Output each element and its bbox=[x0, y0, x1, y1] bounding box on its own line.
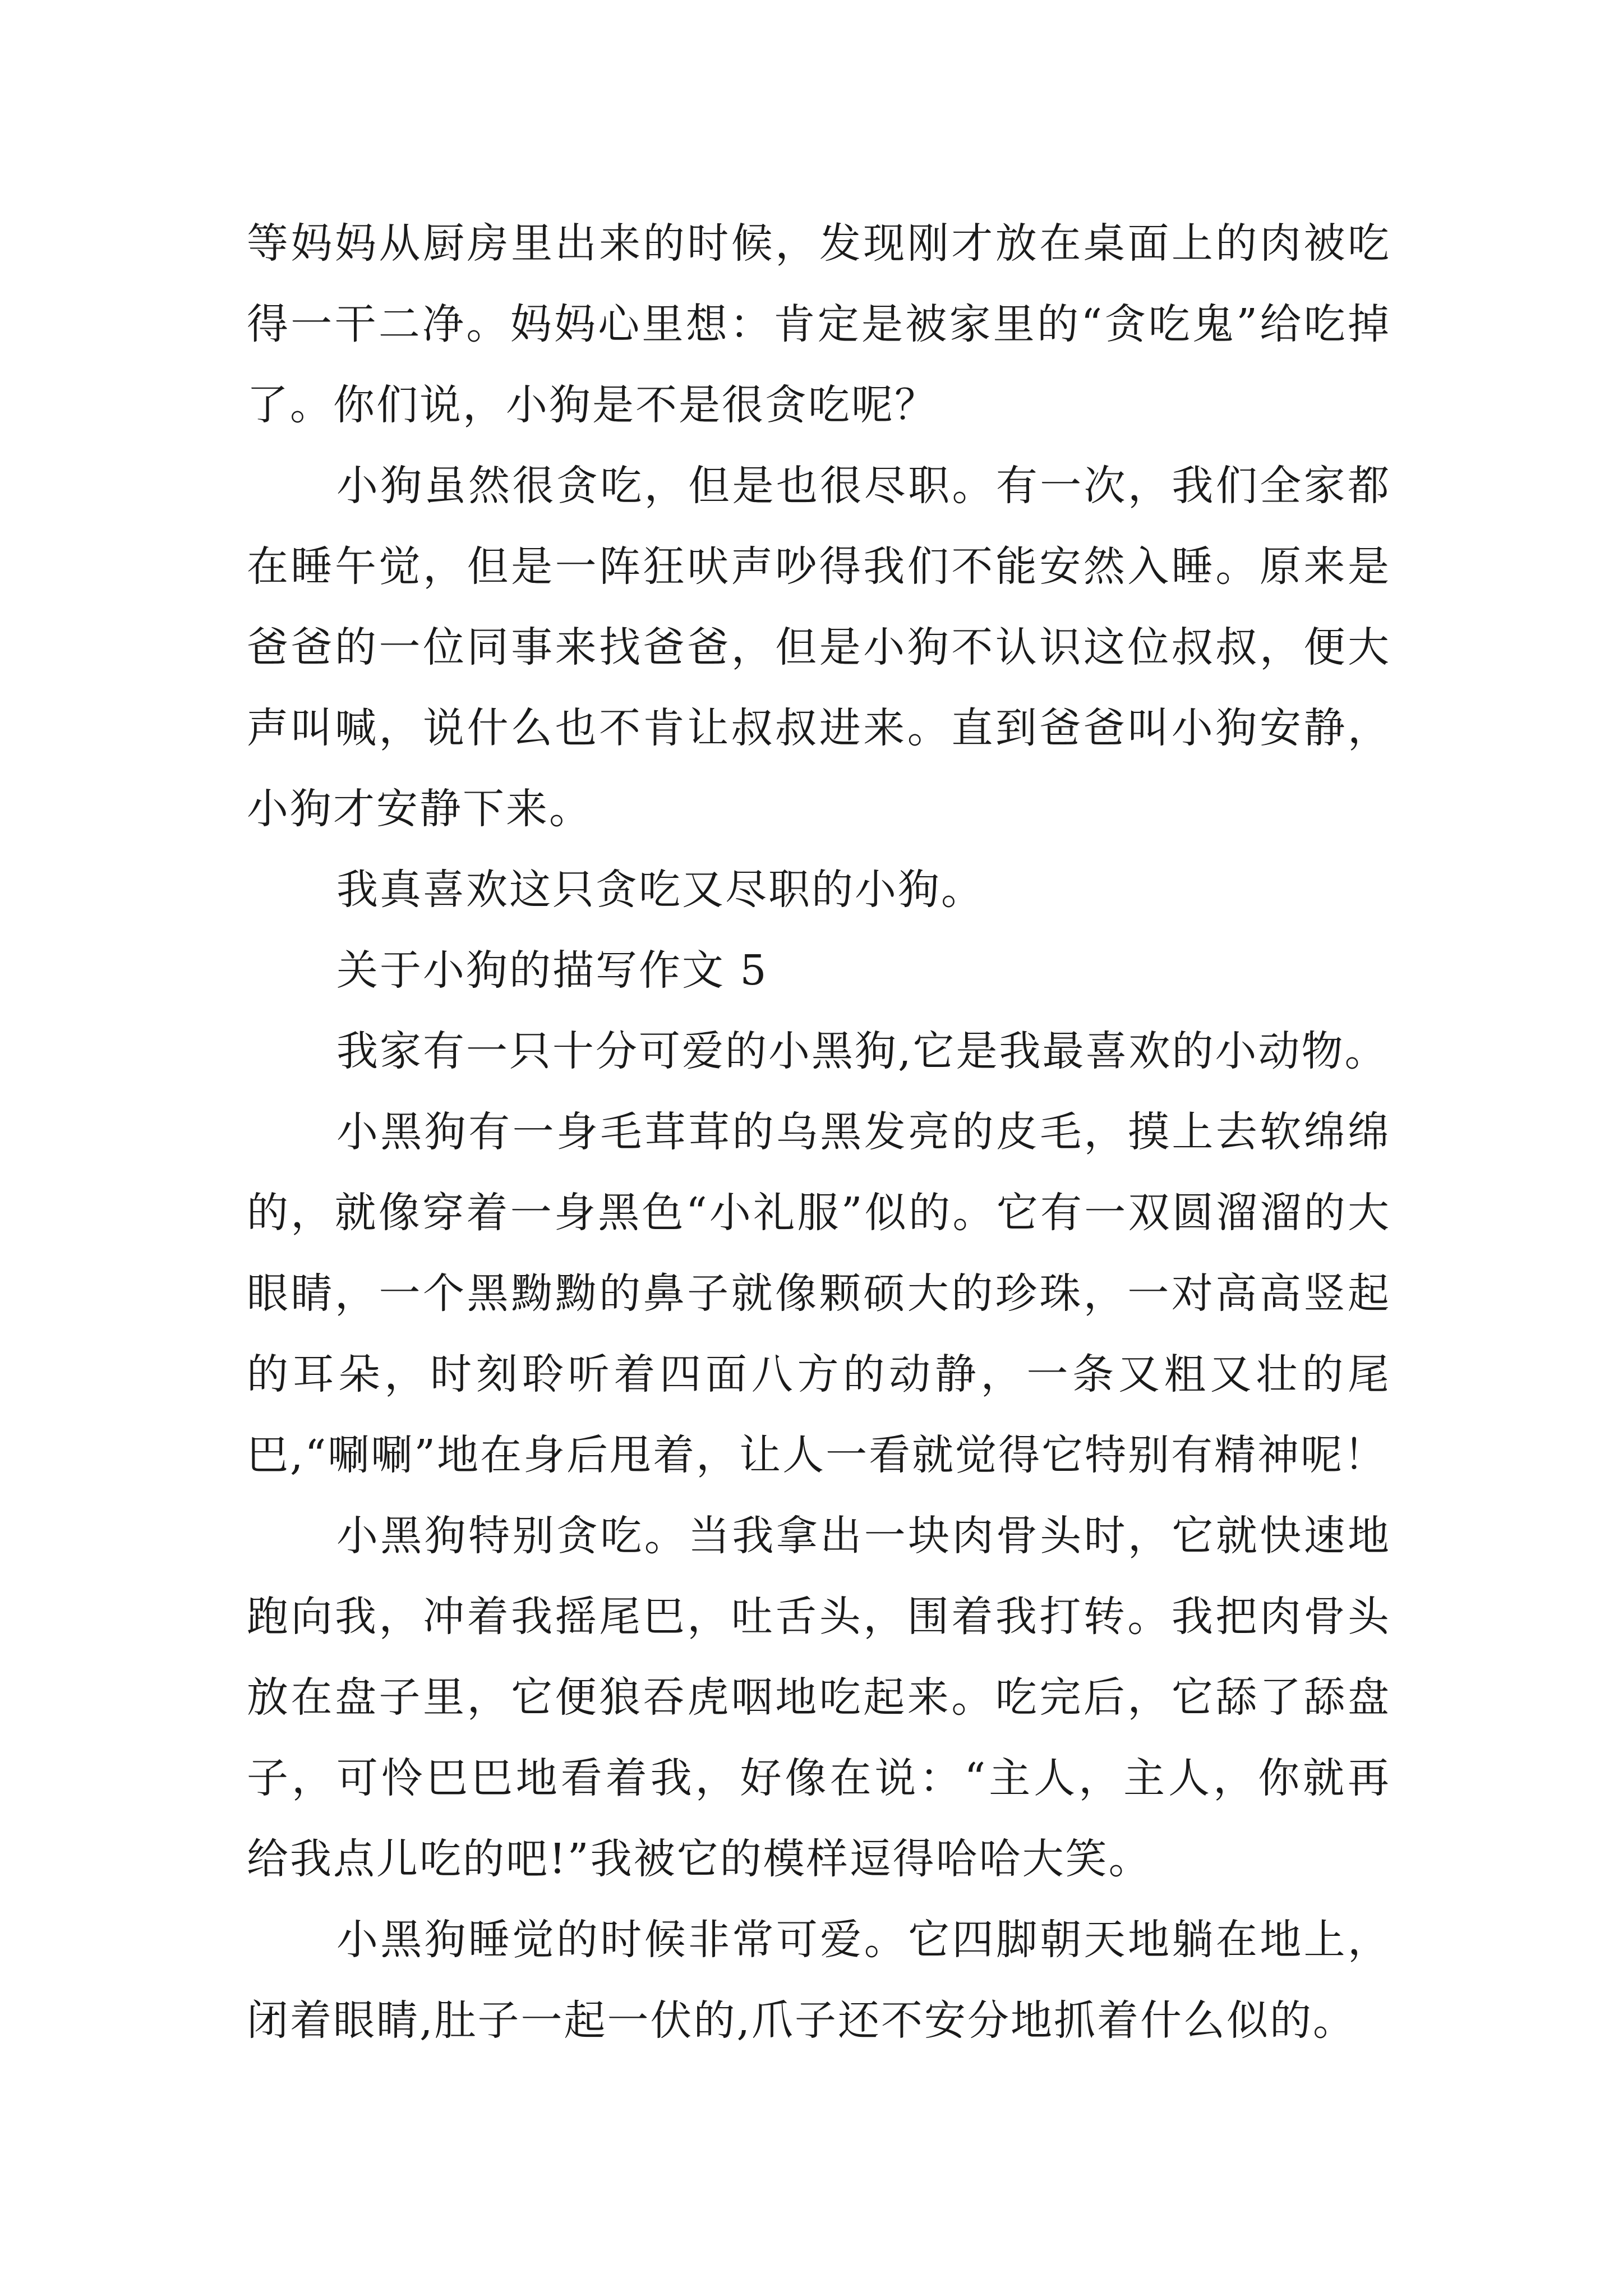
section-heading: 关于小狗的描写作文 5 bbox=[336, 946, 768, 995]
document-body bbox=[247, 203, 1391, 2061]
paragraph-7: 小黑狗特别贪吃。当我拿出一块肉骨头时，它就快速地跑向我，冲着我摇尾巴，吐舌头，围着我打转。我把肉骨头放在盘子里，它便狼吞虎咽地吃起来。吃完后，它舔了舔盘子，可怜巴巴地看着我，好像在说：“主人，主人，你就再给我点儿吃的吧!”我被它的模样逗得哈哈大笑。 bbox=[247, 1512, 1391, 1883]
paragraph-8: 小黑狗睡觉的时候非常可爱。它四脚朝天地躺在地上，闭着眼睛,肚子一起一伏的,爪子还不安分地抓着什么似的。 bbox=[247, 1916, 1391, 2045]
paragraph-5: 我家有一只十分可爱的小黑狗,它是我最喜欢的小动物。 bbox=[336, 1027, 1388, 1075]
paragraph-3: 我真喜欢这只贪吃又尽职的小狗。 bbox=[336, 866, 984, 914]
paragraph-6: 小黑狗有一身毛茸茸的乌黑发亮的皮毛，摸上去软绵绵的，就像穿着一身黑色“小礼服”似的。它有一双圆溜溜的大眼睛，一个黑黝黝的鼻子就像颗硕大的珍珠，一对高高竖起的耳朵，时刻聆听着四面八方的动静，一条又粗又壮的尾巴,“唰唰”地在身后甩着，让人一看就觉得它特别有精神呢！ bbox=[247, 1108, 1391, 1479]
paragraph-2: 小狗虽然很贪吃，但是也很尽职。有一次，我们全家都在睡午觉，但是一阵狂吠声吵得我们不能安然入睡。原来是爸爸的一位同事来找爸爸，但是小狗不认识这位叔叔，便大声叫喊，说什么也不肯让叔叔进来。直到爸爸叫小狗安静，小狗才安静下来。 bbox=[247, 462, 1391, 833]
paragraph-1: 等妈妈从厨房里出来的时候，发现刚才放在桌面上的肉被吃得一干二净。妈妈心里想：肯定是被家里的“贪吃鬼”给吃掉了。你们说，小狗是不是很贪吃呢？ bbox=[247, 219, 1391, 429]
